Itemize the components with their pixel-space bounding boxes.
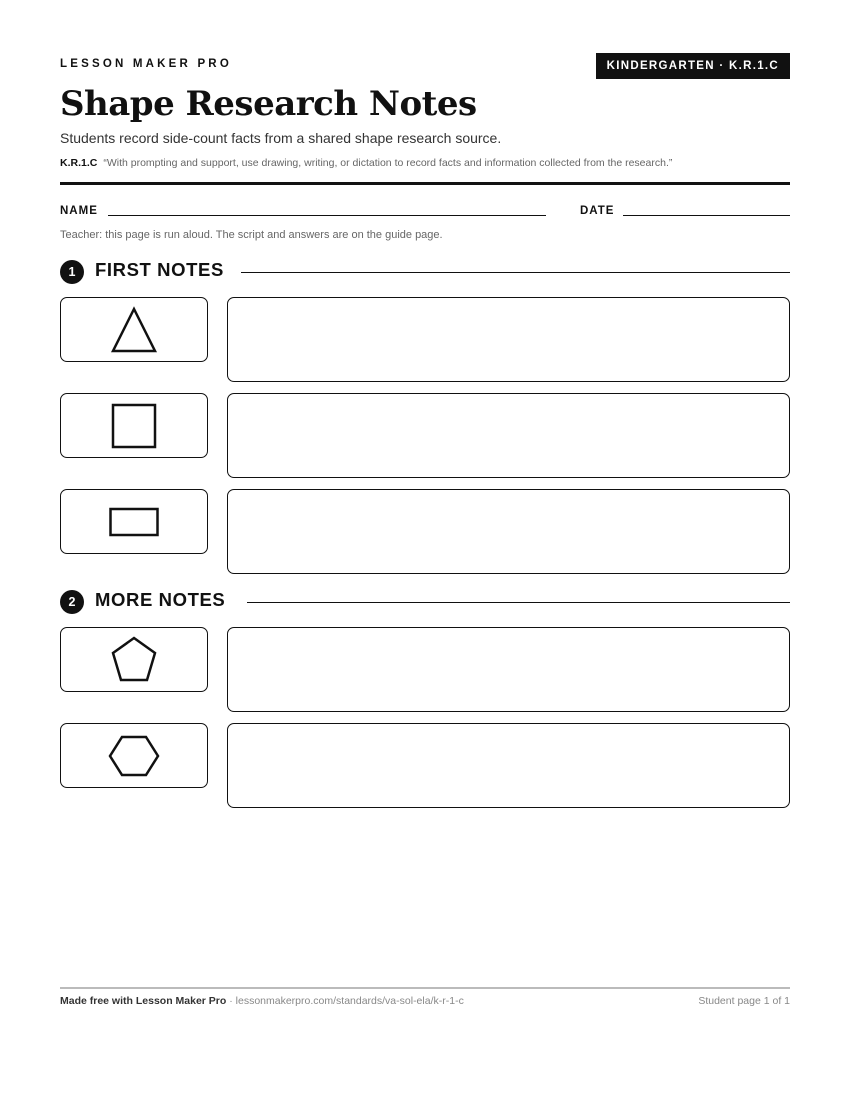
- page-subtitle: Students record side-count facts from a shared shape research source.: [60, 130, 502, 146]
- section-rule: [247, 602, 790, 603]
- footer-page-number: Student page 1 of 1: [698, 995, 790, 1007]
- worksheet-page: [60, 0, 790, 1100]
- footer-made-with: Made free with Lesson Maker Pro: [60, 995, 227, 1007]
- section-number: 2: [60, 590, 84, 614]
- footer-divider: [60, 987, 790, 989]
- standard-text: “With prompting and support, use drawing, writing, or dictation to record facts and information collected from the research.”: [103, 157, 673, 169]
- standard-line: [60, 157, 672, 169]
- answer-box[interactable]: [227, 489, 790, 574]
- square-icon: [109, 401, 159, 451]
- answer-box[interactable]: [227, 627, 790, 712]
- brand-name: LESSON MAKER PRO: [60, 58, 232, 70]
- date-label: DATE: [580, 205, 615, 217]
- section-rule: [241, 272, 790, 273]
- footer-credit: [60, 995, 464, 1007]
- shape-card: [60, 723, 208, 788]
- shape-card: [60, 297, 208, 362]
- name-label: NAME: [60, 205, 98, 217]
- header-divider: [60, 182, 790, 185]
- answer-box[interactable]: [227, 297, 790, 382]
- footer-separator: ·: [226, 995, 236, 1007]
- answer-box[interactable]: [227, 723, 790, 808]
- date-field[interactable]: [623, 215, 790, 216]
- standard-code: K.R.1.C: [60, 157, 98, 169]
- section-title: FIRST NOTES: [95, 259, 224, 280]
- section-title: MORE NOTES: [95, 589, 226, 610]
- shape-card: [60, 489, 208, 554]
- pentagon-icon: [109, 635, 159, 685]
- answer-box[interactable]: [227, 393, 790, 478]
- section-number: 1: [60, 260, 84, 284]
- footer-url[interactable]: lessonmakerpro.com/standards/va-sol-ela/k-r-1-c: [235, 995, 464, 1007]
- name-field[interactable]: [108, 215, 546, 216]
- page-title: Shape Research Notes: [60, 84, 477, 124]
- shape-card: [60, 627, 208, 692]
- grade-badge: KINDERGARTEN · K.R.1.C: [596, 53, 790, 79]
- triangle-icon: [109, 305, 159, 355]
- teacher-note: Teacher: this page is run aloud. The script and answers are on the guide page.: [60, 229, 443, 241]
- rectangle-icon: [108, 506, 160, 538]
- hexagon-icon: [107, 734, 161, 778]
- shape-card: [60, 393, 208, 458]
